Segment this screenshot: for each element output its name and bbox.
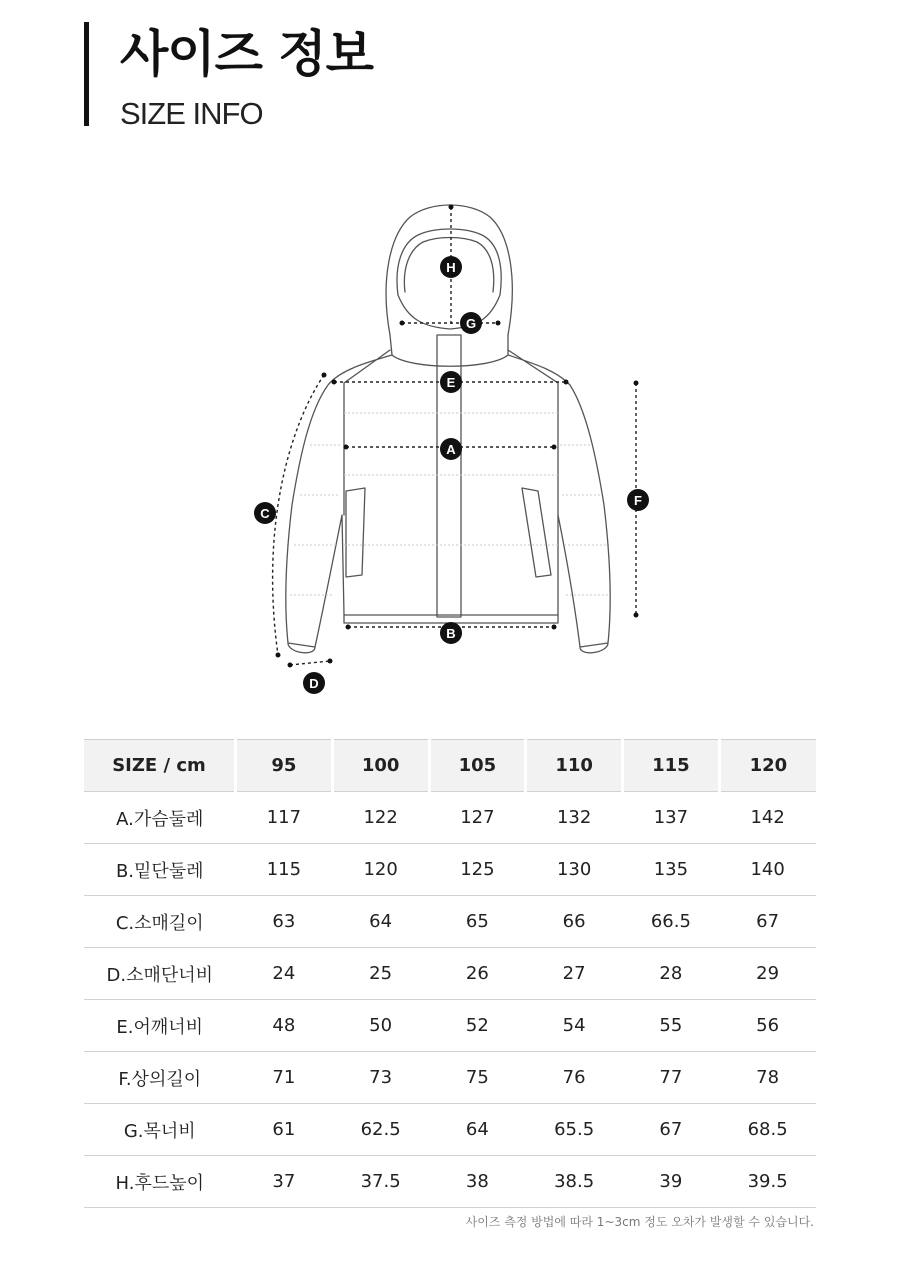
marker-f — [627, 489, 649, 511]
cell-value: 71 — [236, 1052, 333, 1104]
header-size: 115 — [623, 740, 720, 792]
marker-h — [440, 256, 462, 278]
table-row — [84, 1000, 816, 1052]
svg-text:F: F — [634, 493, 642, 508]
cell-value: 66 — [526, 896, 623, 948]
cell-value: 142 — [719, 792, 816, 844]
table-row — [84, 948, 816, 1000]
cell-value: 64 — [429, 1104, 526, 1156]
jacket-diagram — [240, 195, 660, 700]
row-label: B.밑단둘레 — [84, 844, 236, 896]
cell-value: 135 — [623, 844, 720, 896]
table-header-row — [84, 740, 816, 792]
size-table-container — [84, 739, 816, 1208]
page-subtitle: SIZE INFO — [120, 96, 263, 131]
cell-value: 140 — [719, 844, 816, 896]
marker-a — [440, 438, 462, 460]
cell-value: 37 — [236, 1156, 333, 1208]
cell-value: 52 — [429, 1000, 526, 1052]
cell-value: 117 — [236, 792, 333, 844]
marker-g — [460, 312, 482, 334]
title-accent-bar — [84, 22, 89, 126]
cell-value: 26 — [429, 948, 526, 1000]
cell-value: 62.5 — [332, 1104, 429, 1156]
cell-value: 56 — [719, 1000, 816, 1052]
cell-value: 38.5 — [526, 1156, 623, 1208]
cell-value: 67 — [623, 1104, 720, 1156]
cell-value: 54 — [526, 1000, 623, 1052]
cell-value: 78 — [719, 1052, 816, 1104]
cell-value: 61 — [236, 1104, 333, 1156]
svg-text:D: D — [309, 676, 319, 691]
cell-value: 75 — [429, 1052, 526, 1104]
header-size: 105 — [429, 740, 526, 792]
row-label: A.가슴둘레 — [84, 792, 236, 844]
header-size: 100 — [332, 740, 429, 792]
cell-value: 127 — [429, 792, 526, 844]
row-label: G.목너비 — [84, 1104, 236, 1156]
cell-value: 115 — [236, 844, 333, 896]
cell-value: 38 — [429, 1156, 526, 1208]
header-corner: SIZE / cm — [84, 740, 236, 792]
cell-value: 67 — [719, 896, 816, 948]
table-row — [84, 792, 816, 844]
cell-value: 125 — [429, 844, 526, 896]
svg-text:C: C — [260, 506, 270, 521]
row-label: H.후드높이 — [84, 1156, 236, 1208]
svg-text:G: G — [465, 316, 477, 331]
marker-e — [440, 371, 462, 393]
page-title: 사이즈 정보 — [120, 25, 373, 83]
measurement-note: 사이즈 측정 방법에 따라 1~3cm 정도 오차가 발생할 수 있습니다. — [465, 1215, 814, 1229]
cell-value: 130 — [526, 844, 623, 896]
cell-value: 137 — [623, 792, 720, 844]
cell-value: 65.5 — [526, 1104, 623, 1156]
header-size: 120 — [719, 740, 816, 792]
header-size: 95 — [236, 740, 333, 792]
row-label: D.소매단너비 — [84, 948, 236, 1000]
cell-value: 37.5 — [332, 1156, 429, 1208]
cell-value: 77 — [623, 1052, 720, 1104]
table-row — [84, 1156, 816, 1208]
cell-value: 64 — [332, 896, 429, 948]
svg-text:H: H — [446, 260, 456, 275]
marker-c — [254, 502, 276, 524]
svg-text:B: B — [446, 626, 456, 641]
svg-text:E: E — [446, 375, 456, 390]
cell-value: 120 — [332, 844, 429, 896]
cell-value: 24 — [236, 948, 333, 1000]
size-table — [84, 739, 816, 1208]
marker-d — [303, 672, 325, 694]
cell-value: 68.5 — [719, 1104, 816, 1156]
cell-value: 122 — [332, 792, 429, 844]
cell-value: 50 — [332, 1000, 429, 1052]
cell-value: 63 — [236, 896, 333, 948]
header-size: 110 — [526, 740, 623, 792]
cell-value: 73 — [332, 1052, 429, 1104]
cell-value: 29 — [719, 948, 816, 1000]
cell-value: 39 — [623, 1156, 720, 1208]
cell-value: 39.5 — [719, 1156, 816, 1208]
row-label: C.소매길이 — [84, 896, 236, 948]
table-row — [84, 1052, 816, 1104]
cell-value: 132 — [526, 792, 623, 844]
table-row — [84, 844, 816, 896]
cell-value: 48 — [236, 1000, 333, 1052]
row-label: F.상의길이 — [84, 1052, 236, 1104]
cell-value: 27 — [526, 948, 623, 1000]
row-label: E.어깨너비 — [84, 1000, 236, 1052]
cell-value: 55 — [623, 1000, 720, 1052]
cell-value: 28 — [623, 948, 720, 1000]
cell-value: 76 — [526, 1052, 623, 1104]
cell-value: 25 — [332, 948, 429, 1000]
table-row — [84, 1104, 816, 1156]
cell-value: 65 — [429, 896, 526, 948]
table-row — [84, 896, 816, 948]
cell-value: 66.5 — [623, 896, 720, 948]
svg-text:A: A — [446, 442, 456, 457]
marker-b — [440, 622, 462, 644]
